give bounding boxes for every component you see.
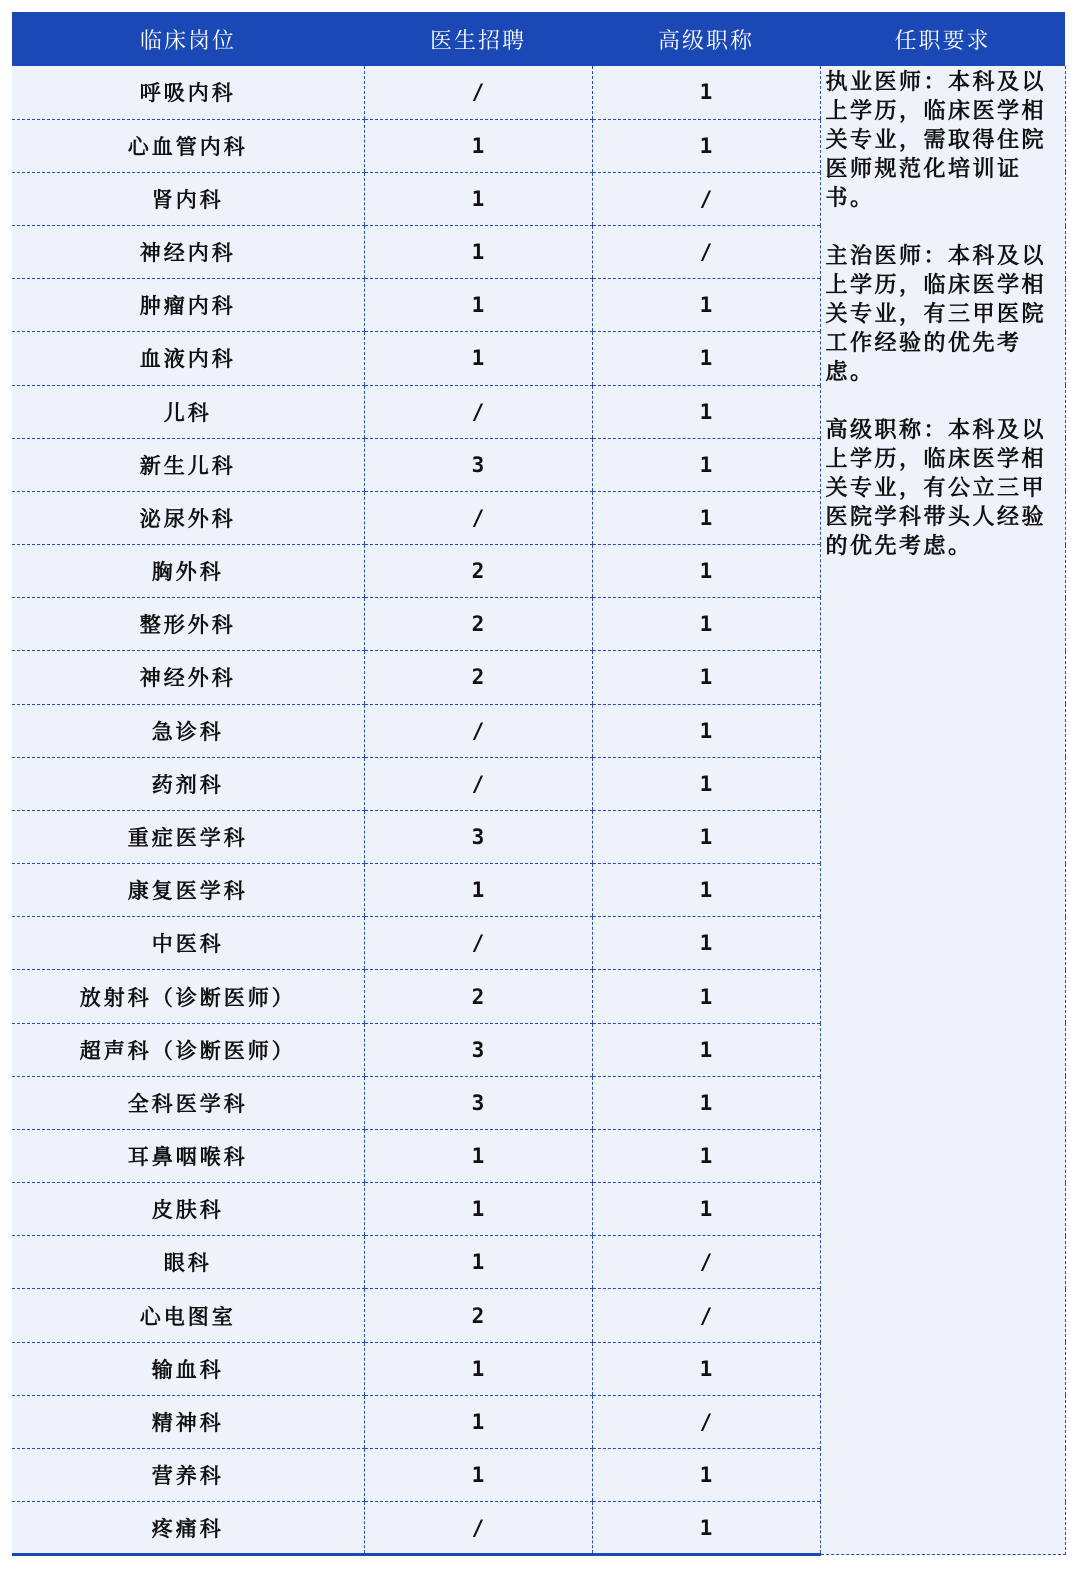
- cell-doctor-count: 1: [364, 864, 592, 917]
- cell-doctor-count: 1: [364, 1448, 592, 1501]
- cell-department: 中医科: [12, 917, 364, 970]
- cell-department: 疼痛科: [12, 1502, 364, 1555]
- cell-doctor-count: 3: [364, 1023, 592, 1076]
- table-header-row: [12, 12, 1065, 66]
- cell-requirements: [820, 66, 1065, 1555]
- cell-doctor-count: /: [364, 385, 592, 438]
- cell-senior-count: 1: [592, 1342, 820, 1395]
- requirement-paragraph: 高级职称：本科及以上学历，临床医学相关专业，有公立三甲医院学科带头人经验的优先考虑。: [825, 418, 1047, 559]
- cell-doctor-count: 1: [364, 1342, 592, 1395]
- recruitment-table: [12, 12, 1066, 1556]
- cell-department: 药剂科: [12, 757, 364, 810]
- cell-doctor-count: /: [364, 917, 592, 970]
- cell-department: 营养科: [12, 1448, 364, 1501]
- cell-senior-count: 1: [592, 1023, 820, 1076]
- cell-department: 新生儿科: [12, 438, 364, 491]
- recruitment-table-container: [12, 12, 1065, 1556]
- cell-department: 康复医学科: [12, 864, 364, 917]
- cell-senior-count: 1: [592, 704, 820, 757]
- cell-senior-count: 1: [592, 598, 820, 651]
- cell-senior-count: 1: [592, 864, 820, 917]
- cell-senior-count: 1: [592, 810, 820, 863]
- header-clinical-post: 临床岗位: [12, 12, 364, 66]
- cell-department: 心电图室: [12, 1289, 364, 1342]
- cell-senior-count: 1: [592, 1502, 820, 1555]
- cell-department: 肿瘤内科: [12, 279, 364, 332]
- cell-department: 眼科: [12, 1236, 364, 1289]
- header-requirements: 任职要求: [820, 12, 1065, 66]
- cell-senior-count: /: [592, 1236, 820, 1289]
- cell-department: 神经内科: [12, 226, 364, 279]
- cell-senior-count: 1: [592, 917, 820, 970]
- cell-department: 泌尿外科: [12, 491, 364, 544]
- cell-senior-count: 1: [592, 332, 820, 385]
- cell-doctor-count: 1: [364, 1183, 592, 1236]
- cell-department: 精神科: [12, 1395, 364, 1448]
- cell-senior-count: 1: [592, 757, 820, 810]
- cell-department: 急诊科: [12, 704, 364, 757]
- cell-doctor-count: 3: [364, 810, 592, 863]
- requirement-paragraph: 执业医师：本科及以上学历，临床医学相关专业，需取得住院医师规范化培训证书。: [825, 70, 1047, 211]
- table-body: [12, 66, 1065, 1555]
- cell-senior-count: 1: [592, 385, 820, 438]
- cell-department: 超声科（诊断医师）: [12, 1023, 364, 1076]
- cell-department: 全科医学科: [12, 1076, 364, 1129]
- cell-senior-count: 1: [592, 1183, 820, 1236]
- cell-doctor-count: 2: [364, 545, 592, 598]
- cell-doctor-count: 1: [364, 1129, 592, 1182]
- cell-senior-count: 1: [592, 438, 820, 491]
- cell-senior-count: 1: [592, 491, 820, 544]
- cell-senior-count: 1: [592, 1129, 820, 1182]
- cell-doctor-count: /: [364, 704, 592, 757]
- cell-doctor-count: 1: [364, 1395, 592, 1448]
- cell-doctor-count: /: [364, 66, 592, 119]
- cell-doctor-count: 1: [364, 332, 592, 385]
- cell-department: 输血科: [12, 1342, 364, 1395]
- cell-department: 血液内科: [12, 332, 364, 385]
- cell-doctor-count: 2: [364, 970, 592, 1023]
- table-row: [12, 66, 1065, 119]
- cell-doctor-count: /: [364, 491, 592, 544]
- cell-senior-count: 1: [592, 545, 820, 598]
- cell-department: 皮肤科: [12, 1183, 364, 1236]
- cell-senior-count: /: [592, 172, 820, 225]
- cell-doctor-count: 2: [364, 598, 592, 651]
- header-doctor-recruitment: 医生招聘: [364, 12, 592, 66]
- cell-senior-count: /: [592, 1289, 820, 1342]
- cell-department: 心血管内科: [12, 119, 364, 172]
- header-senior-title: 高级职称: [592, 12, 820, 66]
- cell-doctor-count: /: [364, 757, 592, 810]
- cell-senior-count: 1: [592, 119, 820, 172]
- cell-doctor-count: 2: [364, 1289, 592, 1342]
- cell-doctor-count: 3: [364, 1076, 592, 1129]
- cell-department: 放射科（诊断医师）: [12, 970, 364, 1023]
- cell-department: 耳鼻咽喉科: [12, 1129, 364, 1182]
- requirement-paragraph: 主治医师：本科及以上学历，临床医学相关专业，有三甲医院工作经验的优先考虑。: [825, 244, 1047, 385]
- cell-doctor-count: 1: [364, 279, 592, 332]
- cell-doctor-count: /: [364, 1502, 592, 1555]
- cell-senior-count: 1: [592, 651, 820, 704]
- cell-department: 整形外科: [12, 598, 364, 651]
- cell-doctor-count: 1: [364, 1236, 592, 1289]
- cell-senior-count: /: [592, 226, 820, 279]
- cell-senior-count: 1: [592, 66, 820, 119]
- cell-department: 肾内科: [12, 172, 364, 225]
- cell-department: 胸外科: [12, 545, 364, 598]
- cell-department: 重症医学科: [12, 810, 364, 863]
- cell-department: 呼吸内科: [12, 66, 364, 119]
- cell-doctor-count: 3: [364, 438, 592, 491]
- cell-senior-count: 1: [592, 1448, 820, 1501]
- cell-doctor-count: 1: [364, 119, 592, 172]
- cell-senior-count: 1: [592, 1076, 820, 1129]
- cell-department: 儿科: [12, 385, 364, 438]
- cell-doctor-count: 1: [364, 226, 592, 279]
- cell-senior-count: 1: [592, 970, 820, 1023]
- cell-doctor-count: 2: [364, 651, 592, 704]
- cell-senior-count: 1: [592, 279, 820, 332]
- cell-department: 神经外科: [12, 651, 364, 704]
- cell-doctor-count: 1: [364, 172, 592, 225]
- cell-senior-count: /: [592, 1395, 820, 1448]
